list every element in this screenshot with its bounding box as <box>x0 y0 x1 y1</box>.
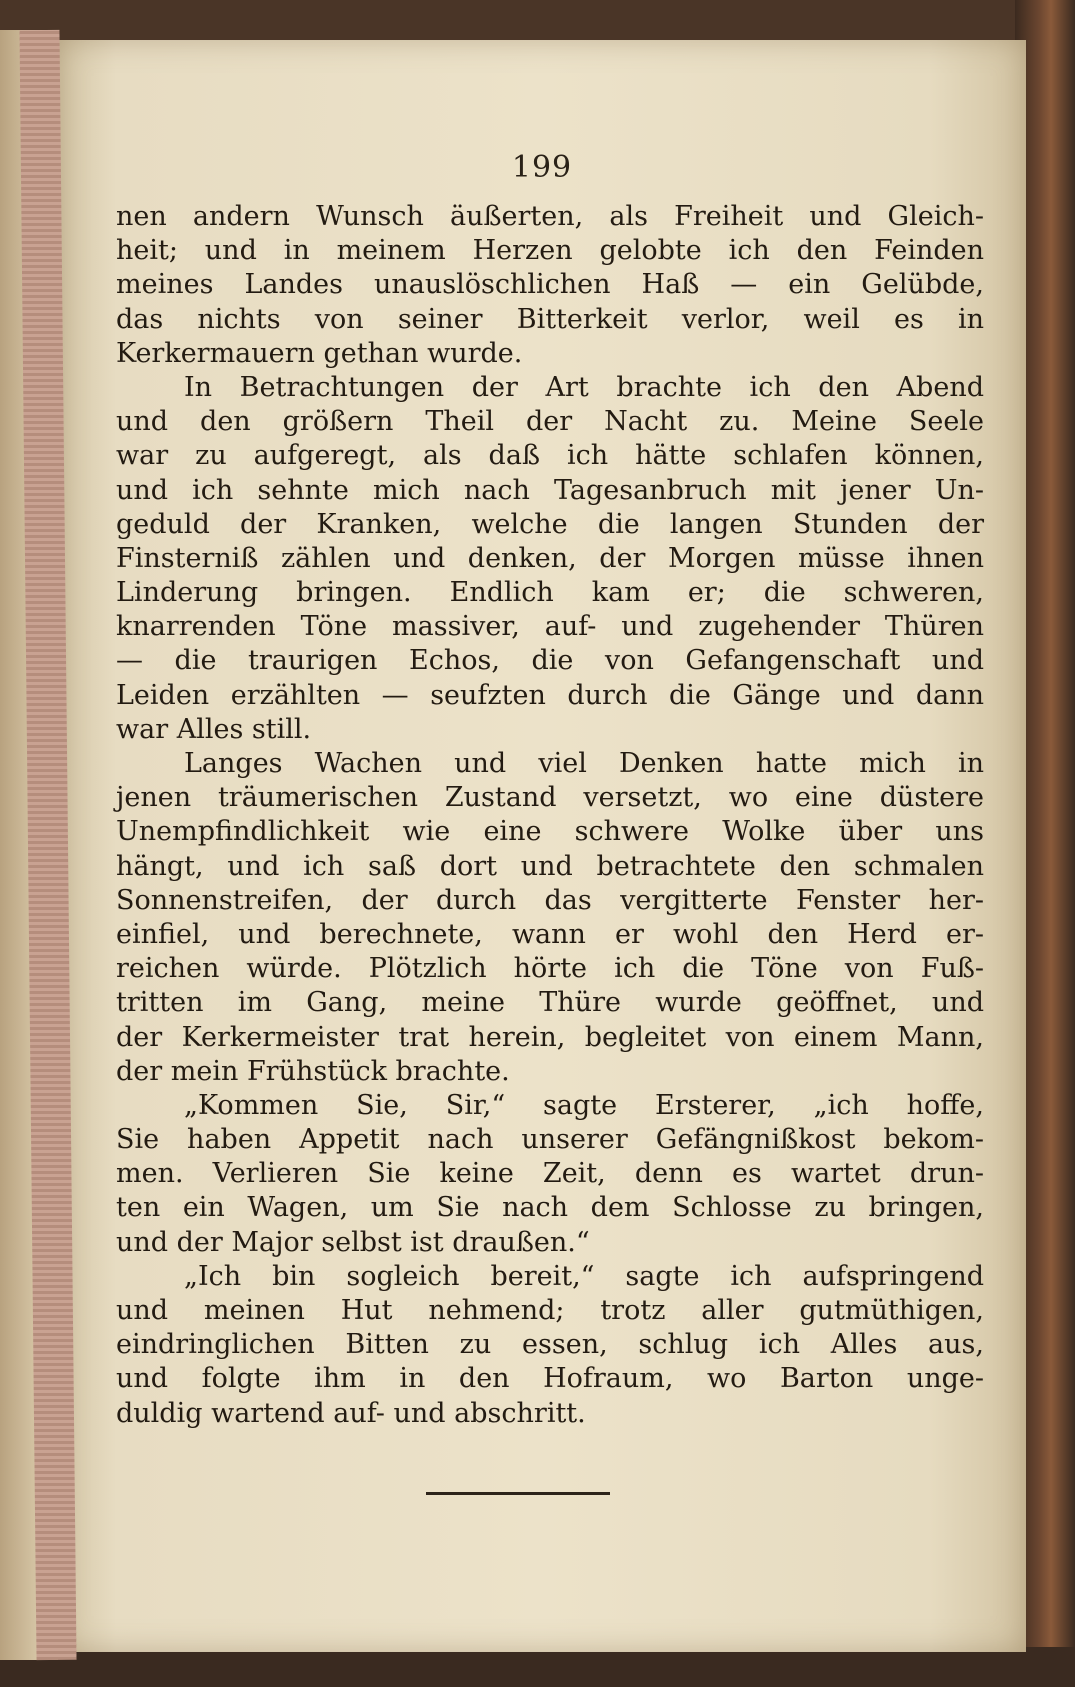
text-line: In Betrachtungen der Art brachte ich den Abend <box>184 371 984 403</box>
text-line: — die traurigen Echos, die von Gefangenschaft und <box>116 645 984 677</box>
text-line: ten ein Wagen, um Sie nach dem Schlosse zu bringen, <box>116 1192 984 1224</box>
text-line: knarrenden Töne massiver, auf- und zugehender Thüren <box>116 611 984 643</box>
text-line: „Ich bin sogleich bereit,“ sagte ich aufspringend <box>184 1260 984 1292</box>
text-line: heit; und in meinem Herzen gelobte ich den Feinden <box>116 235 984 267</box>
text-line: tritten im Gang, meine Thüre wurde geöffnet, und <box>116 987 984 1019</box>
text-line: men. Verlieren Sie keine Zeit, denn es wartet drun- <box>116 1158 984 1190</box>
book-page <box>58 40 1026 1652</box>
text-line: Leiden erzählten — seufzten durch die Gänge und dann <box>116 679 984 711</box>
text-line: jenen träumerischen Zustand versetzt, wo eine düstere <box>116 782 984 814</box>
text-line: „Kommen Sie, Sir,“ sagte Ersterer, „ich hoffe, <box>184 1089 984 1121</box>
text-line: geduld der Kranken, welche die langen Stunden der <box>116 508 984 540</box>
text-line: war Alles still. <box>116 713 312 745</box>
text-line: der mein Frühstück brachte. <box>116 1055 510 1087</box>
text-line: das nichts von seiner Bitterkeit verlor, weil es in <box>116 303 984 335</box>
text-line: duldig wartend auf- und abschritt. <box>116 1397 586 1429</box>
text-line: nen andern Wunsch äußerten, als Freiheit und Gleich- <box>116 201 984 232</box>
text-line: Sonnenstreifen, der durch das vergitterte Fenster her- <box>116 884 984 916</box>
text-line: war zu aufgeregt, als daß ich hätte schlafen können, <box>116 440 984 472</box>
book-cover-bottom <box>0 1647 1075 1687</box>
page-text <box>116 200 984 1431</box>
text-line: Langes Wachen und viel Denken hatte mich in <box>184 748 984 779</box>
page-number: 199 <box>511 150 573 185</box>
text-line: Finsterniß zählen und denken, der Morgen müsse ihnen <box>116 542 984 574</box>
text-line: und ich sehnte mich nach Tagesanbruch mit jener Un- <box>116 474 984 506</box>
text-line: der Kerkermeister trat herein, begleitet von einem Mann, <box>116 1021 984 1053</box>
text-line: hängt, und ich saß dort und betrachtete den schmalen <box>116 850 984 882</box>
text-line: Kerkermauern gethan wurde. <box>116 337 523 369</box>
text-line: meines Landes unauslöschlichen Haß — ein Gelübde, <box>116 269 984 301</box>
book-cover-top <box>0 0 1075 40</box>
text-line: Linderung bringen. Endlich kam er; die schweren, <box>116 577 984 609</box>
text-line: und den größern Theil der Nacht zu. Meine Seele <box>116 406 984 438</box>
text-line: und der Major selbst ist draußen.“ <box>116 1226 590 1258</box>
text-line: Unempfindlichkeit wie eine schwere Wolke über uns <box>116 816 984 848</box>
text-line: Sie haben Appetit nach unserer Gefängnißkost bekom- <box>116 1124 984 1156</box>
text-line: und meinen Hut nehmend; trotz aller gutmüthigen, <box>116 1295 984 1326</box>
text-line: und folgte ihm in den Hofraum, wo Barton unge- <box>116 1363 984 1395</box>
text-line: eindringlichen Bitten zu essen, schlug ich Alles aus, <box>116 1329 984 1361</box>
end-rule-divider <box>426 1492 610 1495</box>
text-line: einfiel, und berechnete, wann er wohl den Herd er- <box>116 918 984 950</box>
text-line: reichen würde. Plötzlich hörte ich die Töne von Fuß- <box>116 953 984 985</box>
